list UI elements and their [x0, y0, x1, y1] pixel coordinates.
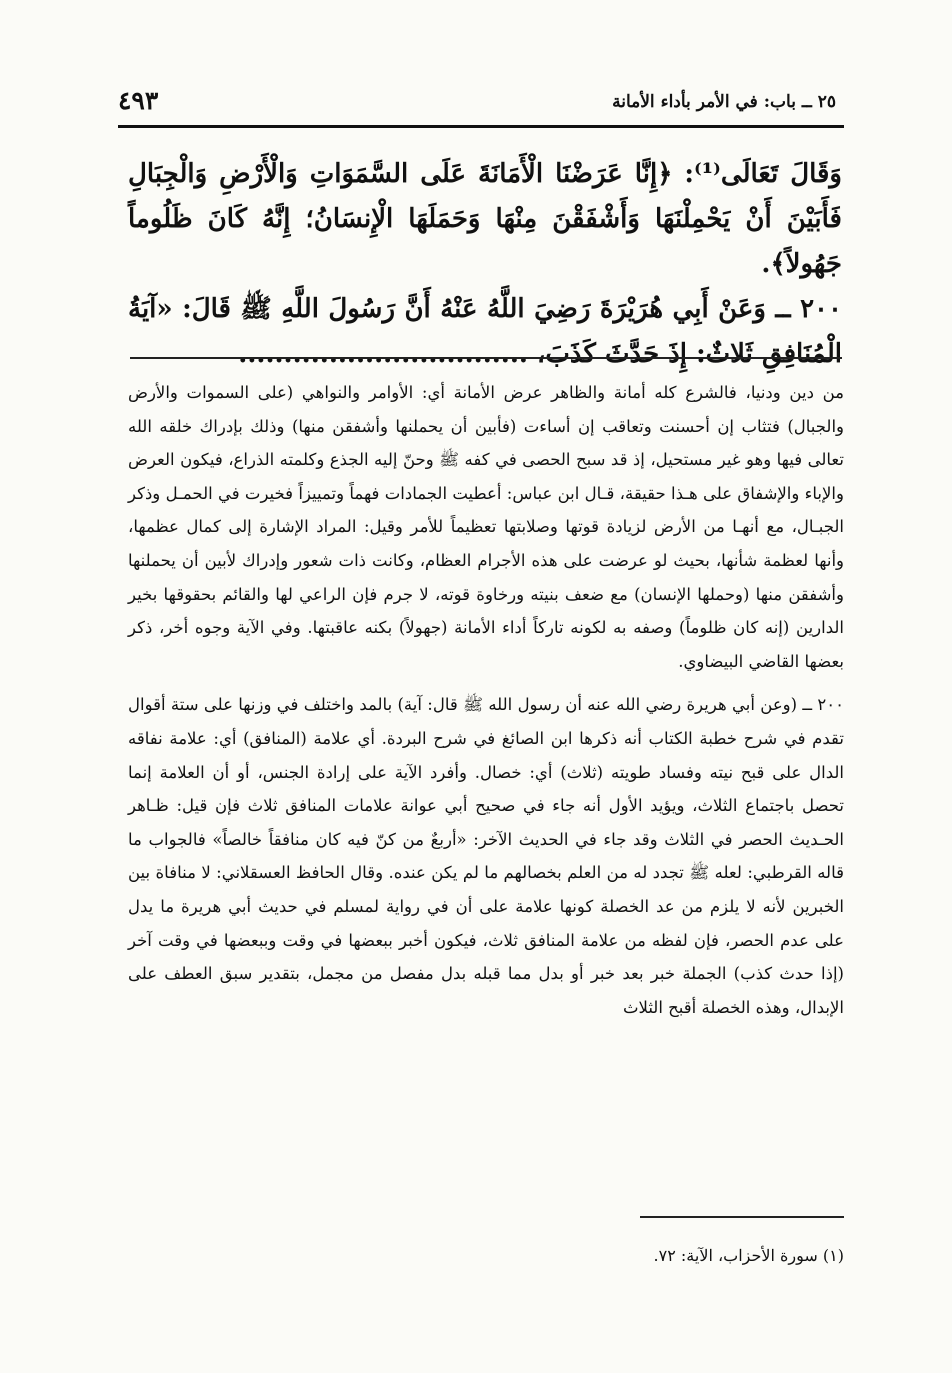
- footnote: (١) سورة الأحزاب، الآية: ٧٢.: [653, 1246, 844, 1265]
- footnote-divider: [640, 1216, 844, 1218]
- section-divider: [130, 357, 842, 359]
- commentary-paragraph-2: ٢٠٠ ــ (وعن أبي هريرة رضي الله عنه أن رسول الله ﷺ قال: آية) بالمد واختلف في وزنها على ستة أقوال تقدم في شرح خطبة الكتاب أنه ذكرها ابن الصائغ في شرح البردة. أي علامة (المنافق) أي: علامة نفاقه الدال على قبح نيته وفساد طويته (ثلاث) أي: خصال. وأفرد الآية على إرادة الجنس، أو أن العلامة إنما تحصل باجتماع الثلاث، ويؤيد الأول أنه جاء في صحيح أبي عوانة علامات المنافق ثلاث فإن قيل: ظـاهر الحـديث الحصر في الثلاث وقد جاء في الحديث الآخر: «أربعٌ من كنّ فيه كان منافقاً خالصاً» فالجواب ما قاله القرطبي: لعله ﷺ تجدد له من العلم بخصالهم ما لم يكن عنده. وقال الحافظ العسقلاني: لا منافاة بين الخبرين لأنه لا يلزم من عد الخصلة كونها علامة على أن في رواية لمسلم في حديث أبي هريرة ما يدل على عدم الحصر، فإن لفظه من علامة المنافق ثلاث، فيكون أخبر ببعضها في وقت وببعضها في وقت آخر (إذا حدث كذب) الجملة خبر بعد خبر أو بدل مما قبله بدل مفصل من مجمل، بتقدير سبق العطف على الإبدال، وهذه الخصلة أقبح الثلاث: [128, 695, 844, 1017]
- hadith-text: ٢٠٠ ــ وَعَنْ أَبِي هُرَيْرَةَ رَضِيَ اللَّهُ عَنْهُ أَنَّ رَسُولَ اللَّهِ ﷺ قَالَ: «آيَةُ الْمُنَافِقِ ثَلاثٌ: إِذَ حَدَّثَ كَذَبَ،: [128, 294, 842, 369]
- hadith-paragraph: [128, 287, 842, 377]
- page-number: ٤٩٣: [118, 86, 159, 115]
- commentary-paragraph-1: من دين ودنيا، فالشرع كله أمانة والظاهر عرض الأمانة أي: الأوامر والنواهي (على السموات والأرض والجبال) فتثاب إن أحسنت وتعاقب إن أساءت (فأبين أن يحملنها وأشفقن منها) وذلك بإدراك خلقه الله تعالى فيها وهو غير مستحيل، إذ قد سبح الحصى في كفه ﷺ وحنّ إليه الجذع وكلمته الذراع، فيكون العرض والإباء والإشفاق على هـذا حقيقة، قـال ابن عباس: أعطيت الجمادات فهماً وتمييزاً فخيرت في الحمـل وذكر الجبـال، مع أنهـا من الأرض لزيادة قوتها وصلابتها تعظيماً للأمر وقيل: المراد الإشارة إلى كمال عظمها، وأنها لعظمة شأنها، بحيث لو عرضت على هذه الأجرام العظام، وكانت ذات شعور وإدراك لأبين أن يحملنها وأشفقن منها (وحملها الإنسان) مع ضعف بنيته ورخاوة قوته، لا جرم فإن الراعي لها والقائم بحقوقها بخير الدارين (إنه كان ظلوماً) وصفه به لكونه تاركاً أداء الأمانة (جهولاً) بكنه عاقبتها. وفي الآية وجوه أخر، ذكر بعضها القاضي البيضاوي.: [128, 383, 844, 671]
- main-text: [128, 152, 842, 377]
- header-divider: [118, 125, 844, 128]
- ellipsis-dots: ................................: [238, 339, 528, 369]
- quran-verse-paragraph: وَقَالَ تَعَالَى⁽¹⁾: ﴿إِنَّا عَرَضْنَا الْأَمَانَةَ عَلَى السَّمَوَاتِ وَالْأَرْضِ وَالْجِبَالِ فَأَبَيْنَ أَنْ يَحْمِلْنَهَا وَأَشْفَقْنَ مِنْهَا وَحَمَلَهَا الْإِنسَانُ؛ إِنَّهُ كَانَ ظَلُوماً جَهُولاً﴾.: [128, 159, 842, 279]
- chapter-title: ٢٥ ــ باب: في الأمر بأداء الأمانة: [612, 92, 836, 112]
- commentary: [128, 376, 844, 1024]
- page-header: [118, 86, 836, 122]
